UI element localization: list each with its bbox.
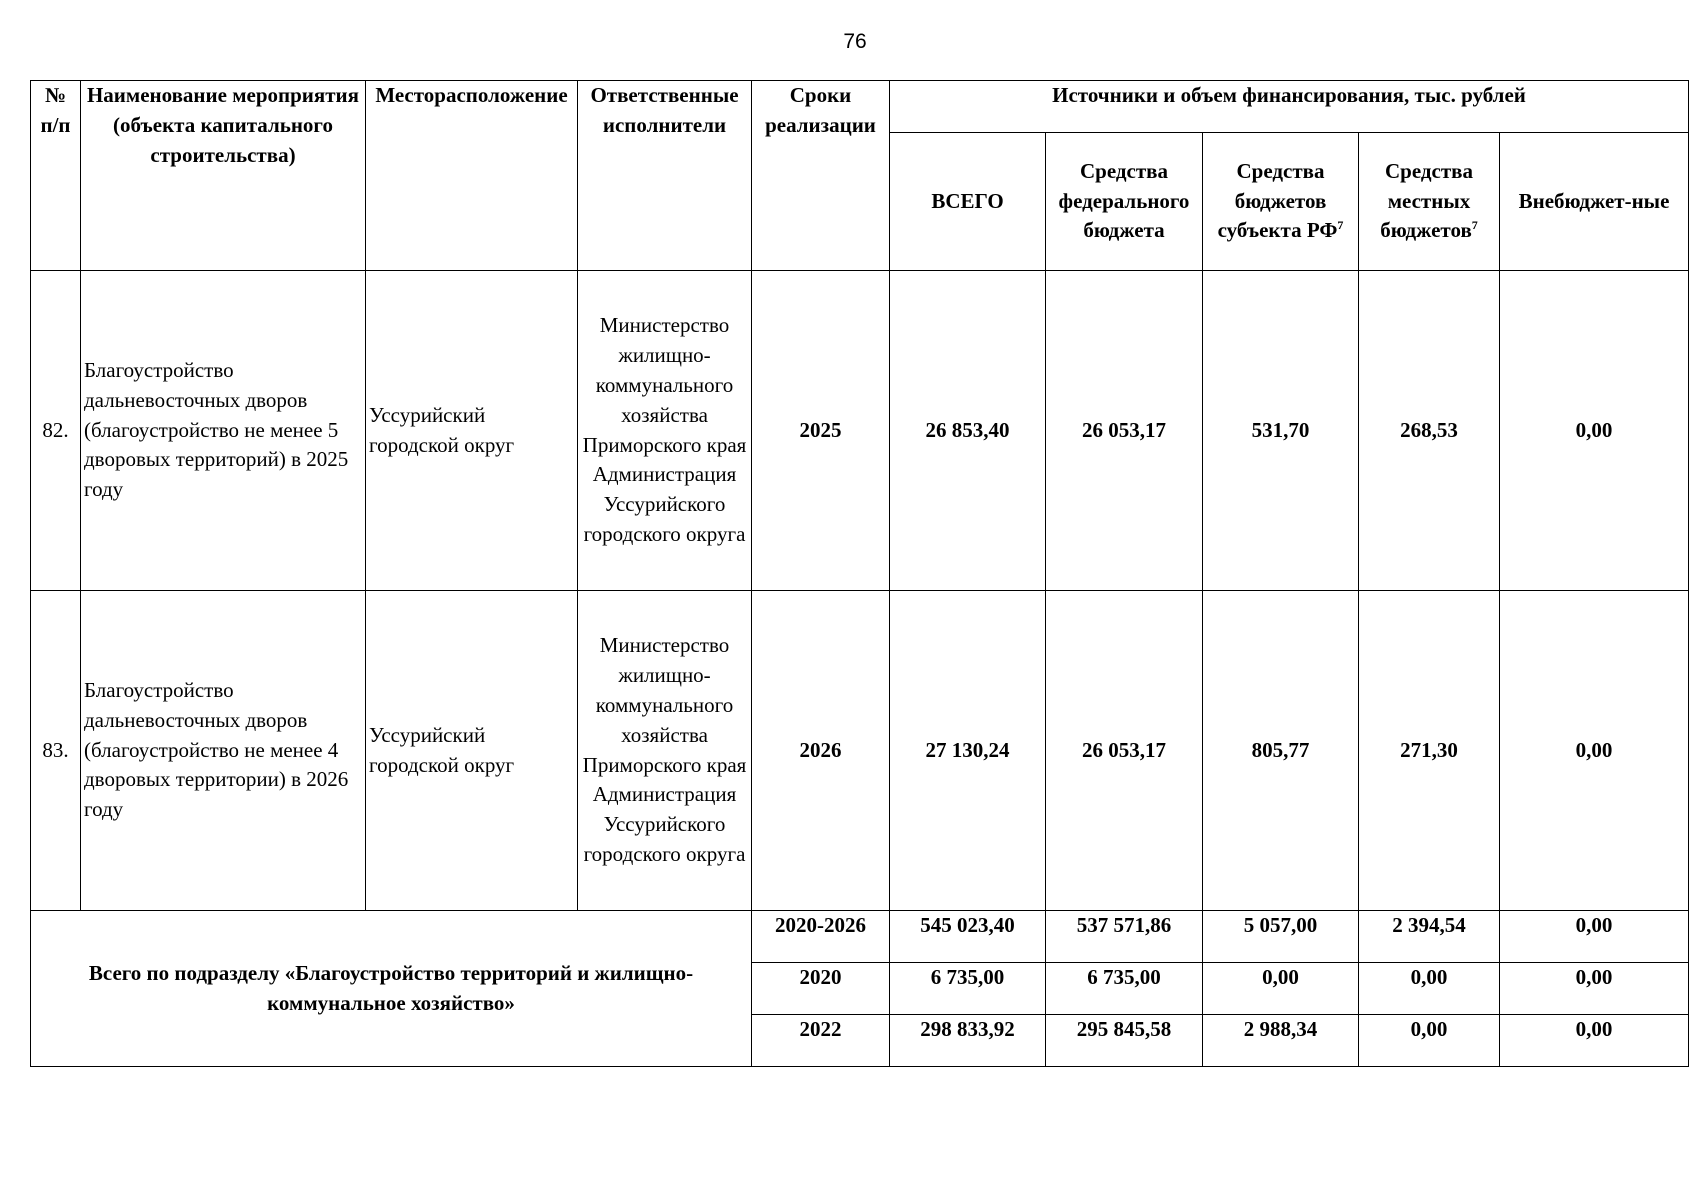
header-name: Наименование мероприятия (объекта капитального строительства) <box>81 81 366 271</box>
row-total: 26 853,40 <box>890 271 1046 591</box>
row-offbudget: 0,00 <box>1500 591 1689 911</box>
header-terms: Сроки реализации <box>752 81 890 271</box>
table-row <box>31 591 1689 911</box>
summary-local: 0,00 <box>1359 963 1500 1015</box>
summary-local: 2 394,54 <box>1359 911 1500 963</box>
header-local <box>1359 133 1500 271</box>
row-local: 271,30 <box>1359 591 1500 911</box>
header-offbudget: Внебюджет-ные <box>1500 133 1689 271</box>
summary-subject: 5 057,00 <box>1203 911 1359 963</box>
row-name: Благоустройство дальневосточных дворов (благоустройство не менее 5 дворовых территорий) в 2025 году <box>81 271 366 591</box>
summary-offbudget: 0,00 <box>1500 911 1689 963</box>
summary-subject: 0,00 <box>1203 963 1359 1015</box>
header-subject <box>1203 133 1359 271</box>
header-num: № п/п <box>31 81 81 271</box>
header-location: Месторасположение <box>366 81 578 271</box>
row-federal: 26 053,17 <box>1046 271 1203 591</box>
row-responsible: Министерство жилищно-коммунального хозяйства Приморского края Администрация Уссурийского городского округа <box>578 591 752 911</box>
summary-federal: 537 571,86 <box>1046 911 1203 963</box>
row-federal: 26 053,17 <box>1046 591 1203 911</box>
row-year: 2025 <box>752 271 890 591</box>
summary-period: 2020-2026 <box>752 911 890 963</box>
header-local-text: Средства местных бюджетов <box>1380 158 1473 243</box>
row-subject: 531,70 <box>1203 271 1359 591</box>
header-federal: Средства федерального бюджета <box>1046 133 1203 271</box>
row-name: Благоустройство дальневосточных дворов (благоустройство не менее 4 дворовых территории) в 2026 году <box>81 591 366 911</box>
summary-subject: 2 988,34 <box>1203 1015 1359 1067</box>
row-total: 27 130,24 <box>890 591 1046 911</box>
summary-offbudget: 0,00 <box>1500 963 1689 1015</box>
page-number: 76 <box>843 30 867 53</box>
header-row-1 <box>31 81 1689 133</box>
summary-offbudget: 0,00 <box>1500 1015 1689 1067</box>
footnote-mark: 7 <box>1471 218 1478 233</box>
row-responsible: Министерство жилищно-коммунального хозяйства Приморского края Администрация Уссурийского городского округа <box>578 271 752 591</box>
summary-total: 298 833,92 <box>890 1015 1046 1067</box>
table-row <box>31 271 1689 591</box>
funding-table <box>30 80 1689 1067</box>
row-year: 2026 <box>752 591 890 911</box>
header-subject-text: Средства бюджетов субъекта РФ <box>1217 158 1338 243</box>
row-num: 82. <box>31 271 81 591</box>
summary-period: 2020 <box>752 963 890 1015</box>
row-offbudget: 0,00 <box>1500 271 1689 591</box>
footnote-mark: 7 <box>1337 218 1344 233</box>
header-total: ВСЕГО <box>890 133 1046 271</box>
summary-total: 545 023,40 <box>890 911 1046 963</box>
summary-federal: 295 845,58 <box>1046 1015 1203 1067</box>
row-local: 268,53 <box>1359 271 1500 591</box>
row-subject: 805,77 <box>1203 591 1359 911</box>
row-location: Уссурийский городской округ <box>366 591 578 911</box>
summary-total: 6 735,00 <box>890 963 1046 1015</box>
summary-federal: 6 735,00 <box>1046 963 1203 1015</box>
header-responsible: Ответственные исполнители <box>578 81 752 271</box>
summary-label: Всего по подразделу «Благоустройство территорий и жилищно-коммунальное хозяйство» <box>31 911 752 1067</box>
summary-row <box>31 911 1689 963</box>
row-num: 83. <box>31 591 81 911</box>
row-location: Уссурийский городской округ <box>366 271 578 591</box>
summary-period: 2022 <box>752 1015 890 1067</box>
summary-local: 0,00 <box>1359 1015 1500 1067</box>
header-funding-group: Источники и объем финансирования, тыс. рублей <box>890 81 1689 133</box>
